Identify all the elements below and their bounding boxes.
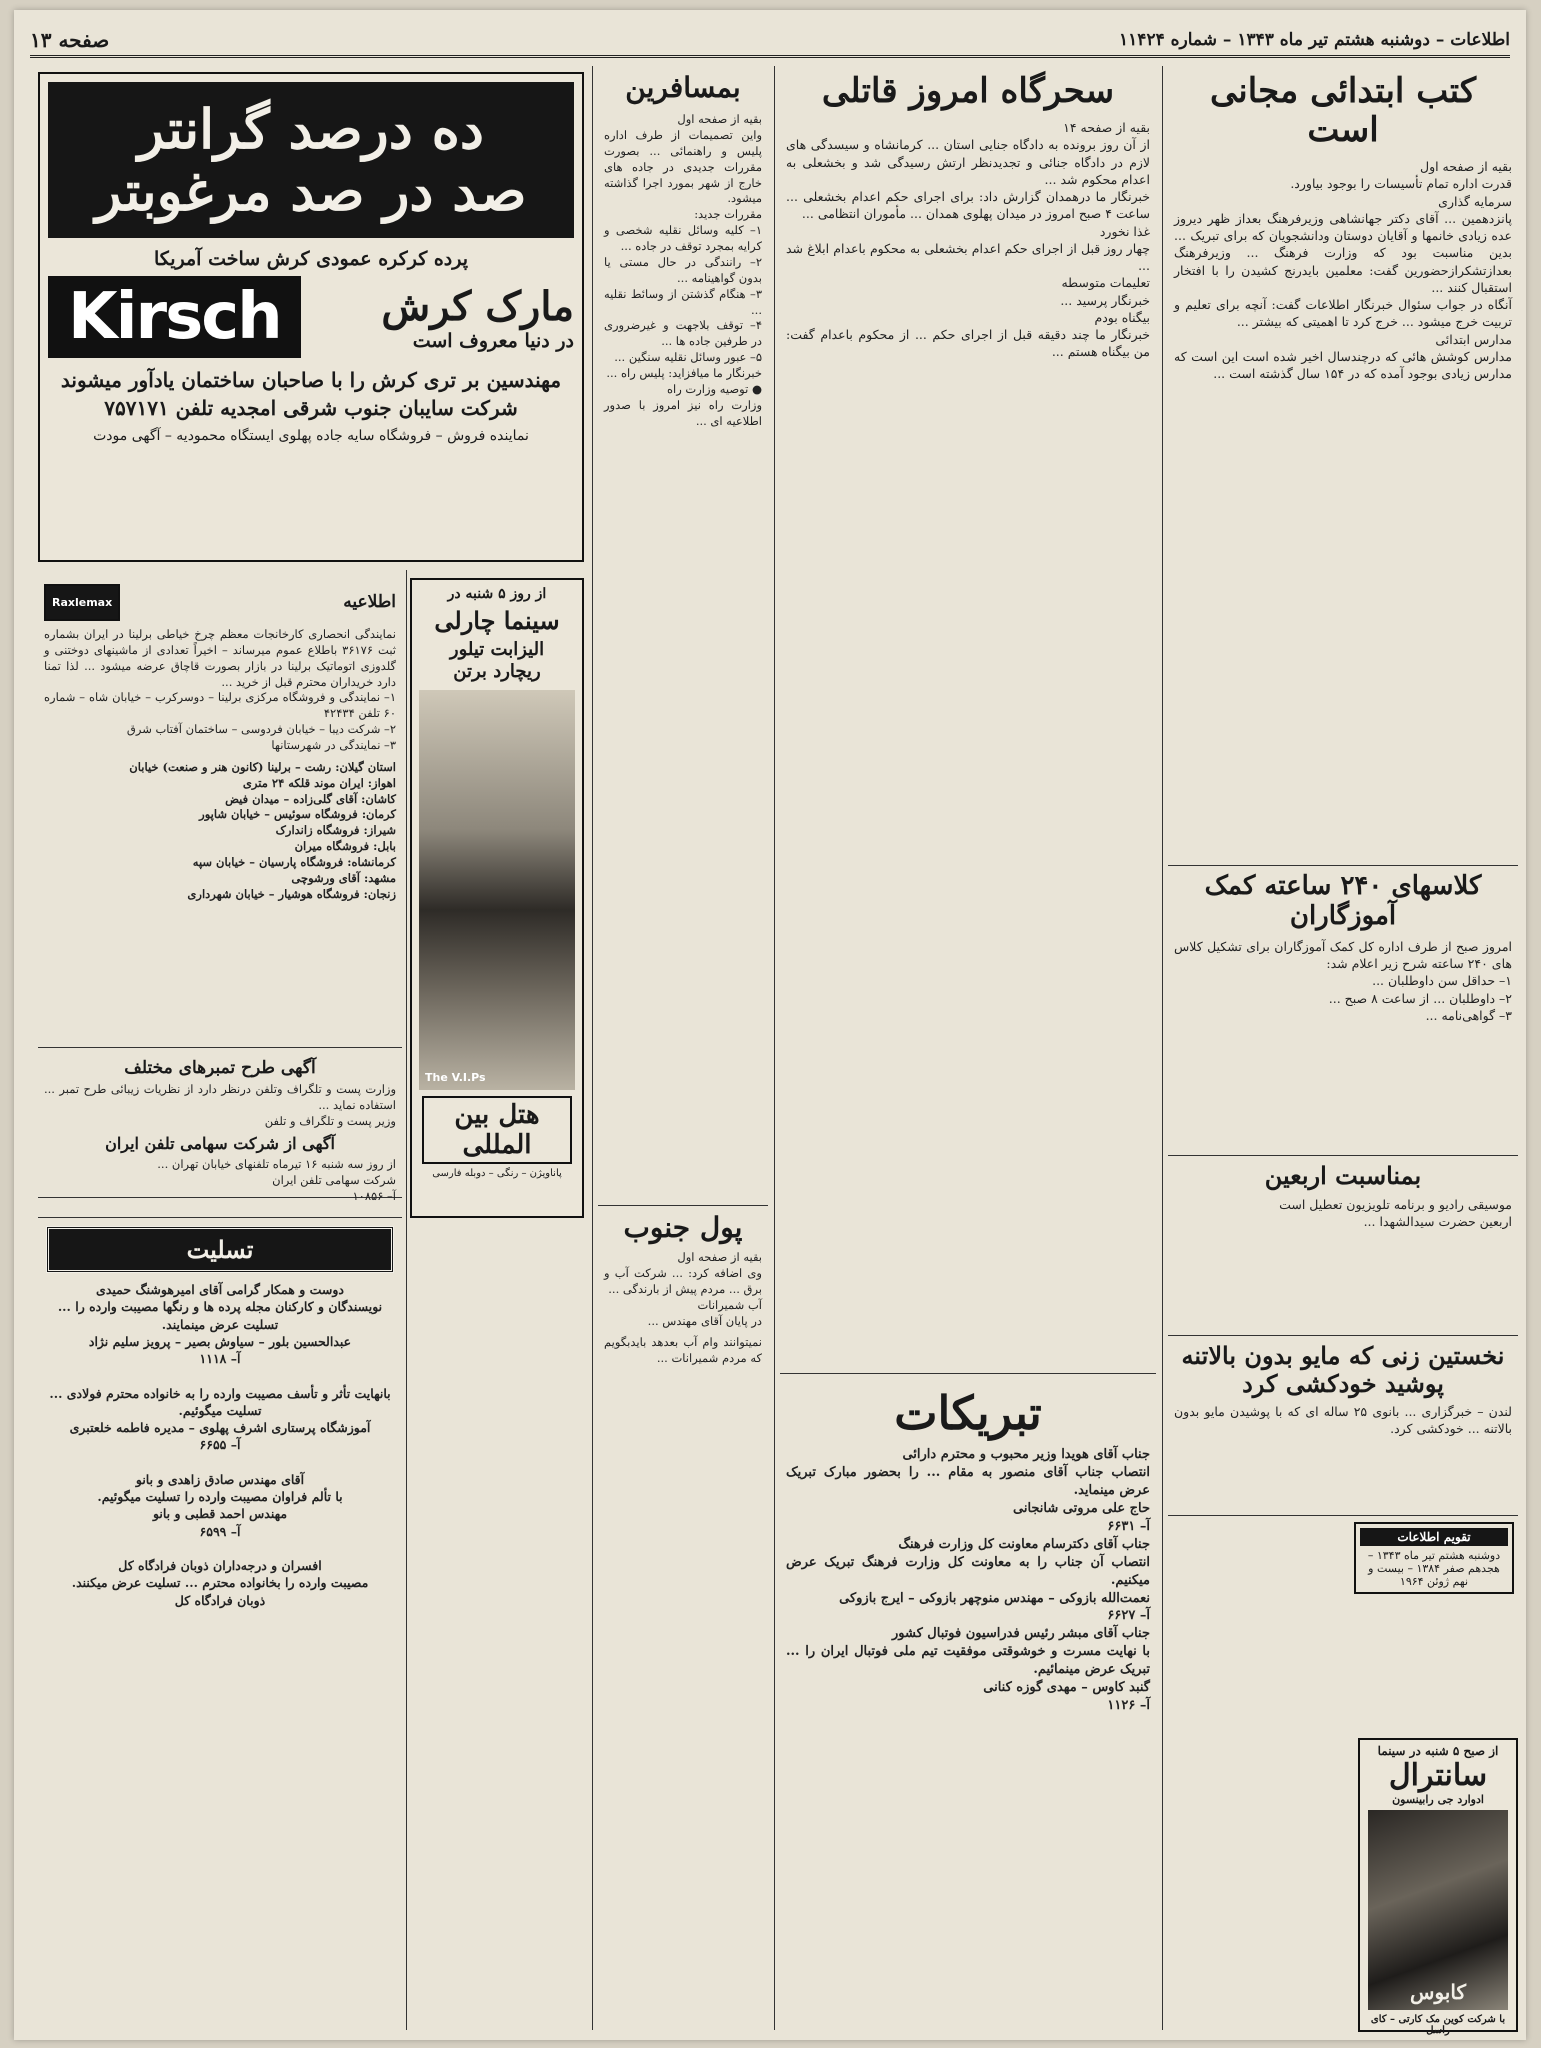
calendar-text: دوشنبه هشتم تیر ماه ۱۳۴۳ – هجدهم صفر ۱۳۸۴ – بیست و نهم ژوئن ۱۹۶۴ bbox=[1367, 1549, 1501, 1588]
cinema-star-2: ریچارد برتن bbox=[453, 660, 541, 682]
ad-headline-1: ده درصد گرانتر bbox=[138, 97, 484, 161]
notice-body: وزارت پست و تلگراف وتلفن درنظر دارد از نظریات زیبائی طرح تمبر ... استفاده نماید ... وزیر پست و تلگراف و تلفن bbox=[44, 1082, 396, 1128]
article-body: بقیه از صفحه اول واین تصمیمات از طرف اداره پلیس و راهنمائی ... بصورت مقررات جدیدی در جاده های خارج از شهر بمورد اجرا گذاشته میشود. مقررات جدید: ۱– کلیه وسائل نقلیه شخصی و کرایه بمجرد توقف در جاده ... ۲– رانندگی در حال مستی یا بدون گواهینامه ... ۳– هنگام گذشتن از وسائط نقلیه ... ۴– توقف بلاجهت و غیرضروری در طرفین جاده ها ... ۵– عبور وسائل نقلیه سنگین ... خبرنگار ما میافزاید: پلیس راه ... ● توصیه وزارت راه وزارت راه نیز امروز با صدور اطلاعیه ای ... bbox=[604, 112, 762, 428]
notice-body: نمایندگی انحصاری کارخانجات معظم چرخ خیاطی برلینا در ایران بشماره ثبت ۳۶۱۷۶ باطلاع عموم میرساند – اخیراً تعدادی از ماشینهای دوختنی و گلدوزی اتوماتیک برلینا در بازار بصورت قاچاق عرضه میشود ... لذا تمنا دارد خریداران محترم قبل از خرید ... ۱– نمایندگی و فروشگاه مرکزی برلینا – دوسرکرب – خیابان شاه – شماره ۶۰ تلفن ۴۲۴۳۴ ۲– شرکت دیبا – خیابان فردوسی – ساختمان آفتاب شرق ۳– نمایندگی در شهرستانها bbox=[44, 627, 396, 753]
cinema-photo bbox=[419, 690, 575, 1090]
column-left bbox=[38, 578, 402, 1198]
column-right bbox=[1168, 66, 1518, 2030]
newspaper-page bbox=[14, 10, 1526, 2040]
cinema-star-1: الیزابت تیلور bbox=[449, 639, 545, 660]
cinema-central-advert bbox=[1358, 1738, 1518, 2036]
ad-fame: در دنیا معروف است bbox=[412, 329, 574, 352]
ad-contact bbox=[48, 366, 574, 422]
central-cast: با شرکت کوین مک کارتی – کای راسل bbox=[1370, 2014, 1506, 2036]
cinema-name: سینما چارلی bbox=[434, 606, 560, 635]
cinema-note: پاناویژن – رنگی – دوبله فارسی bbox=[432, 1168, 562, 1180]
article-body: بقیه از صفحه ۱۴ از آن روز برونده به دادگاه جنایی استان ... کرمانشاه و سیسدگی های لازم در دادگاه جنائی و تجدیدنظر ارتش رسیدگی شد و بخشعلی به اعدام محکوم شد ... خبرنگار ما درهمدان گزارش داد: برای اجرای حکم اعدام بخشعلی ... ساعت ۴ صبح امروز در میدان پهلوی همدان ... مأموران انتظامی ... غذا نخورد چهار روز قبل از اجرای حکم اعدام بخشعلی به محکوم باعدام ابلاغ شد ... تعلیمات متوسطه خبرنگار پرسید ... بیگناه بودم خبرنگار ما چند دقیقه قبل از اجرای حکم ... از محکوم باعدام گفت: من بیگناه هستم ... bbox=[786, 120, 1150, 360]
article-body: لندن – خبرگزاری ... بانوی ۲۵ ساله ای که با پوشیدن مایو بدون بالاتنه ... خودکشی کرد. bbox=[1174, 1404, 1512, 1437]
column-rule bbox=[592, 66, 593, 2030]
article-headline: کلاسهای ۲۴۰ ساعته کمک آموزگاران bbox=[1204, 871, 1482, 931]
masthead bbox=[30, 24, 1510, 58]
notice-body: از روز سه شنبه ۱۶ تیرماه تلفنهای خیابان تهران ... شرکت سهامی تلفن ایران آ– ۱۰۸۵۶ bbox=[157, 1157, 396, 1203]
central-poster bbox=[1368, 1810, 1508, 2010]
article-headline: نخستین زنی که مایو بدون بالاتنه پوشید خودکشی کرد bbox=[1181, 1341, 1505, 1398]
kirsch-advert bbox=[38, 72, 584, 562]
article-body: بقیه از صفحه اول قدرت اداره تمام تأسیسات را بوجود بیاورد. سرمایه گذاری پانزدهمین ... آقای دکتر جهانشاهی وزیرفرهنگ بعداز ظهر دیروز عده زیادی خانمها و آقایان دوستان ودانشجویان که برای تبریک ... بدین مناسبت بود که وزارت فرهنگ ... وزیرفرهنگ بعدازتشکرازحضورین گفت: معلمین بایدرنج کشیدن را با افتخار استقبال کنند ... آنگاه در جواب سئوال خبرنگار اطلاعات گفت: آنچه برای تعلیم و تربیت خرج میشود ... خرج کرد تا اهمیتی که بیشتر ... مدارس ابتدائی مدارس کوشش هائی که درچندسال اخیر شده است این است که مدارس زیادی بوجود آمده که در ۱۵۴ سال گذشته است ... bbox=[1174, 159, 1512, 382]
column-rule bbox=[774, 66, 775, 2030]
calendar-tag: تقویم اطلاعات bbox=[1360, 1528, 1508, 1546]
central-name: سانترال bbox=[1388, 1758, 1488, 1793]
congratulations-body: جناب آقای هویدا وزیر محبوب و محترم دارائی انتصاب جناب آقای منصور به مقام ... را بحضور مبارک تبریک عرض مینماید. حاج علی مروتی شانجانی آ– ۶۶۳۱ جناب آقای دکترسام معاونت کل وزارت فرهنگ انتصاب آن جناب را به معاونت کل وزارت فرهنگ تبریک عرض میکنیم. نعمت‌الله بازوکی – مهندس منوچهر بازوکی – ایرج بازوکی آ– ۶۶۲۷ جناب آقای مبشر رئیس فدراسیون فوتبال کشور با نهایت مسرت و خوشوقتی موفقیت تیم ملی فوتبال ایران را ... تبریک عرض مینمائیم. گنبد کاوس – مهدی گوزه کنانی آ– ۱۱۲۶ bbox=[786, 1447, 1150, 1714]
brand-logo: Raxlemax bbox=[44, 584, 120, 621]
cinema-stars bbox=[416, 639, 578, 682]
ad-headline-box bbox=[48, 82, 574, 238]
notice-headline: آگهی از شرکت سهامی تلفن ایران bbox=[105, 1134, 335, 1153]
telephone-notice bbox=[38, 1130, 402, 1218]
notice-title: اطلاعیه bbox=[343, 591, 396, 612]
issue-line: اطلاعات – دوشنبه هشتم تیر ماه ۱۳۴۳ – شماره ۱۱۴۲۴ bbox=[1119, 29, 1510, 50]
central-actor: ادوارد جی رابینسون bbox=[1392, 1793, 1484, 1806]
article-body: امروز صبح از طرف اداره کل کمک آموزگاران برای تشکیل کلاس های ۲۴۰ ساعته شرح زیر اعلام شد: ۱– حداقل سن داوطلبان ... ۲– داوطلبان ... از ساعت ۸ صبح ... ۳– گواهی‌نامه ... bbox=[1174, 938, 1512, 1023]
calendar-box bbox=[1354, 1522, 1514, 1594]
article-body: بقیه از صفحه اول وی اضافه کرد: ... شرکت آب و برق ... مردم پیش از بارندگی ... آب شمیرانات در پایان آقای مهندس ... bbox=[604, 1250, 762, 1328]
page-number: صفحه ۱۳ bbox=[30, 27, 110, 52]
central-film: کابوس bbox=[1410, 1980, 1466, 2004]
column-center bbox=[598, 66, 768, 2030]
ad-contact-line-2: شرکت سایبان جنوب شرقی امجدیه تلفن ۷۵۷۱۷۱ bbox=[104, 396, 518, 421]
ad-brand-name: مارک کرش bbox=[381, 282, 574, 330]
condolence-section bbox=[38, 1222, 402, 2032]
article-headline: کتب ابتدائی مجانی است bbox=[1209, 71, 1477, 151]
article-body: نمیتوانند وام آب بعدهد بایدبگویم که مردم شمیرانات ... bbox=[604, 1335, 762, 1366]
cinema-from: از روز ۵ شنبه در bbox=[447, 586, 547, 602]
condolence-body: دوست و همکار گرامی آقای امیرهوشنگ حمیدی نویسندگان و کارکنان مجله پرده ها و رنگها مصیبت وارده را ... تسلیت عرض مینمایند. عبدالحسین بلور – سیاوش بصیر – پرویز سلیم نژاد آ– ۱۱۱۸ بانهایت تأثر و تأسف مصیبت وارده را به خانواده محترم فولادی ... تسلیت میگوئیم. آموزشگاه پرستاری اشرف پهلوی – مدیره فاطمه خلعتبری آ– ۶۶۵۵ آقای مهندس صادق زاهدی و بانو با تألم فراوان مصیبت وارده را تسلیت میگوئیم. مهندس احمد قطبی و بانو آ– ۶۵۹۹ افسران و درجه‌داران ذوبان فرادگاه کل مصیبت وارده را بخانواده محترم ... تسلیت عرض میکنند. ذوبان فرادگاه کل bbox=[49, 1282, 391, 1608]
ad-product: پرده کرکره عمودی کرش ساخت آمریکا bbox=[153, 248, 469, 271]
column-center-right bbox=[780, 66, 1156, 2030]
central-head: از صبح ۵ شنبه در سینما bbox=[1377, 1744, 1499, 1758]
kirsch-logo: Kirsch bbox=[48, 276, 301, 358]
notice-cities: استان گیلان: رشت – برلینا (کانون هنر و صنعت) خیابان اهواز: ایران موند قلکه ۲۴ متری کاشان: آقای گلی‌زاده – میدان فیض کرمان: فروشگاه سوئیس – خیابان شاپور شیراز: فروشگاه زاندارک بابل: فروشگاه میران کرمانشاه: فروشگاه پارسیان – خیابان سپه مشهد: آقای ورشوچی زنجان: فروشگاه هوشیار – خیابان شهرداری bbox=[129, 759, 396, 901]
ad-contact-line-1: مهندسین بر تری کرش را با صاحبان ساختمان یادآور میشوند bbox=[60, 368, 562, 393]
article-headline: پول جنوب bbox=[623, 1211, 743, 1244]
ad-headline-2: صد در صد مرغوبتر bbox=[95, 159, 527, 224]
cinema-film-title: هتل بین المللی bbox=[422, 1096, 572, 1164]
ad-agent: نماینده فروش – فروشگاه سایه جاده پهلوی ایستگاه محمودیه – آگهی مودت bbox=[93, 428, 529, 445]
cinema-photo-caption: The V.I.Ps bbox=[425, 1071, 486, 1085]
ad-brand-row bbox=[48, 276, 574, 358]
article-headline: بمناسبت اربعین bbox=[1264, 1161, 1422, 1190]
congratulations-headline: تبریکات bbox=[894, 1386, 1042, 1440]
article-headline: سحرگاه امروز قاتلی bbox=[821, 71, 1115, 111]
column-rule bbox=[406, 570, 407, 2030]
notice-headline: آگهی طرح تمبرهای مختلف bbox=[124, 1058, 316, 1078]
article-body: موسیقی رادیو و برنامه تلویزیون تعطیل است اربعین حضرت سیدالشهدا ... bbox=[1279, 1196, 1512, 1229]
cinema-charlie-advert bbox=[410, 578, 584, 1218]
article-headline: بمسافرین bbox=[625, 71, 741, 104]
condolence-banner: تسلیت bbox=[46, 1226, 394, 1273]
column-rule bbox=[1162, 66, 1163, 2030]
